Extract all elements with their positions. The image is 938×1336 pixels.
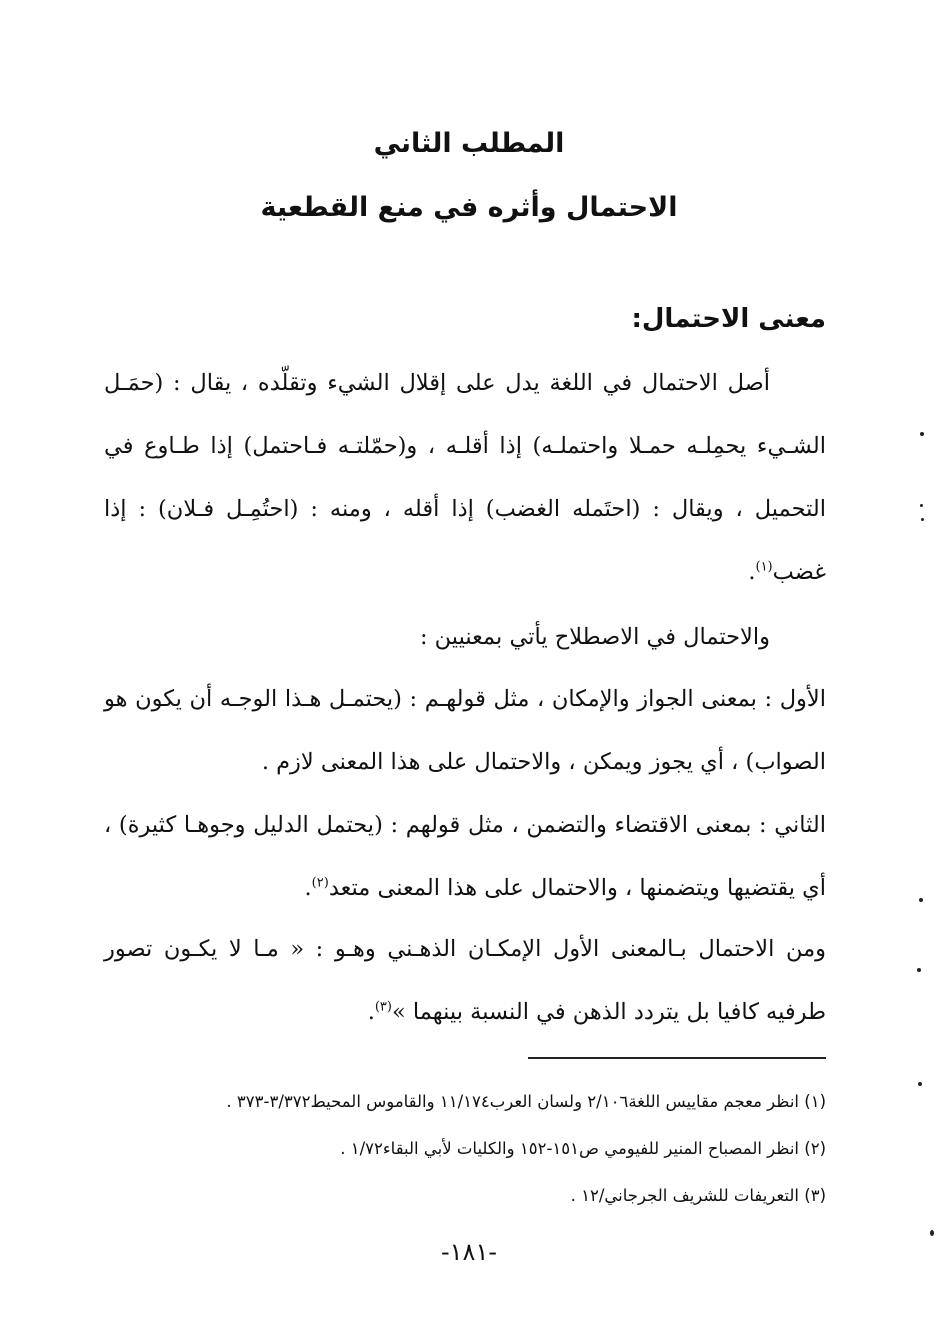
paragraph-first-meaning: الأول : بمعنى الجواز والإمكان ، مثل قولهـم : (يحتمـل هـذا الوجـه أن يكون هو الصواب) ، أي يجوز ويمكن ، والاحتمال على هذا المعنى لازم . [104, 686, 826, 775]
footnote-ref-2: (٢) [311, 875, 329, 891]
paragraph-text: ومن الاحتمال بـالمعنى الأول الإمكـان الذهـني وهـو : « مـا لا يكـون تصور طرفيه كافيا بل يتردد الذهن في النسبة بينهما » [104, 936, 826, 1025]
scan-speck [917, 968, 921, 972]
paragraph-end: . [367, 999, 375, 1025]
page-number: -١٨١- [440, 1238, 497, 1266]
scan-speck [921, 518, 924, 521]
scan-speck [920, 432, 924, 436]
footnote-2: (٢) انظر المصباح المنير للفيومي ص١٥١-١٥٢ والكليات لأبي البقاء١/٧٢ . [340, 1139, 826, 1158]
scan-speck [918, 1082, 922, 1086]
scan-speck [930, 1230, 934, 1236]
paragraph-text: أصل الاحتمال في اللغة يدل على إقلال الشيء وتقلّده ، يقال : (حمَـل الشـيء يحمِلـه حمـلا واحتملـه) إذا أقلـه ، و(حمّلتـه فـاحتمل) إذا طـاوع في التحميل ، ويقال : (احتَمله الغضب) إذا أقله ، ومنه : (احتُمِـل فـلان) : إذا غضب [104, 370, 826, 585]
paragraph-end: . [304, 875, 312, 901]
scan-speck [919, 898, 923, 902]
paragraph-end: . [748, 559, 756, 585]
footnote-ref-3: (٣) [374, 999, 392, 1015]
scan-speck [920, 504, 923, 507]
paragraph-second-meaning [104, 794, 826, 920]
paragraph-text: الثاني : بمعنى الاقتضاء والتضمن ، مثل قولهم : (يحتمل الدليل وجوهـا كثيرة) ، أي يقتضيها ويتضمنها ، والاحتمال على هذا المعنى متعد [104, 812, 826, 901]
footnote-3: (٣) التعريفات للشريف الجرجاني/١٢ . [570, 1186, 826, 1205]
section-heading: المطلب الثاني [373, 128, 565, 159]
footnotes [104, 1078, 826, 1219]
definition-title: معنى الاحتمال: [631, 304, 826, 334]
footnote-separator [528, 1057, 826, 1059]
paragraph-mental-possibility [104, 918, 826, 1044]
paragraph-technical-meaning: والاحتمال في الاصطلاح يأتي بمعنيين : [419, 624, 770, 650]
footnote-ref-1: (١) [755, 559, 773, 575]
footnote-1: (١) انظر معجم مقاييس اللغة٢/١٠٦ ولسان العرب١١/١٧٤ والقاموس المحيط٣/٣٧٢-٣٧٣ . [226, 1092, 826, 1111]
section-subheading: الاحتمال وأثره في منع القطعية [260, 192, 678, 223]
paragraph-linguistic-meaning [104, 352, 826, 604]
